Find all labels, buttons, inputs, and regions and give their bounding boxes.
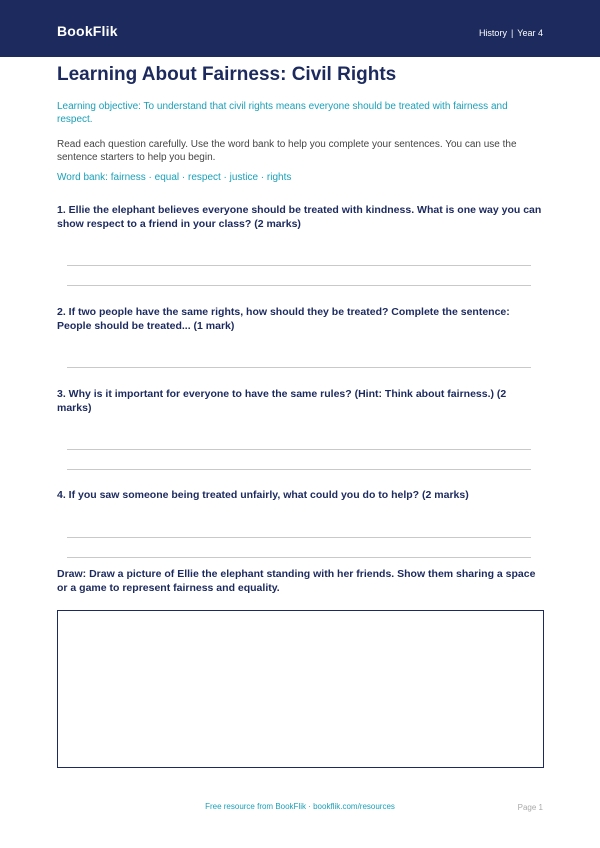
subject-label: History — [478, 28, 507, 38]
page-title: Learning About Fairness: Civil Rights — [57, 64, 397, 85]
question-1: 1. Ellie the elephant believes everyone should be treated with kindness. What is one way you can show respect to a friend in your class? (2 marks) — [57, 204, 542, 230]
instructions: Read each question carefully. Use the word bank to help you complete your sentences. You can use the sentence starters to help you begin. — [57, 139, 517, 163]
question-2: 2. If two people have the same rights, how should they be treated? Complete the sentence: People should be treated... (1 mark) — [57, 306, 510, 332]
answer-line[interactable] — [67, 367, 531, 368]
answer-line[interactable] — [67, 469, 531, 470]
page-number: Page 1 — [517, 803, 543, 812]
question-3: 3. Why is it important for everyone to have the same rules? (Hint: Think about fairness.) (2 marks) — [57, 388, 507, 414]
page-header — [0, 0, 600, 57]
answer-line[interactable] — [67, 265, 531, 266]
brand-logo[interactable]: BookFlik — [57, 23, 118, 39]
learning-objective: Learning objective: To understand that civil rights means everyone should be treated with fairness and respect. — [57, 101, 508, 125]
header-meta — [479, 28, 543, 38]
footer-text[interactable]: Free resource from BookFlik · bookflik.com/resources — [205, 802, 395, 811]
answer-line[interactable] — [67, 449, 531, 450]
draw-prompt: Draw: Draw a picture of Ellie the elephant standing with her friends. Show them sharing a space or a game to represent fairness and equality. — [57, 568, 536, 594]
meta-separator: | — [510, 28, 514, 38]
question-4: 4. If you saw someone being treated unfairly, what could you do to help? (2 marks) — [57, 489, 469, 501]
drawing-box[interactable] — [57, 610, 544, 768]
word-bank: Word bank: fairness · equal · respect · justice · rights — [57, 172, 292, 183]
answer-line[interactable] — [67, 285, 531, 286]
answer-line[interactable] — [67, 537, 531, 538]
year-label: Year 4 — [517, 28, 543, 38]
answer-line[interactable] — [67, 557, 531, 558]
